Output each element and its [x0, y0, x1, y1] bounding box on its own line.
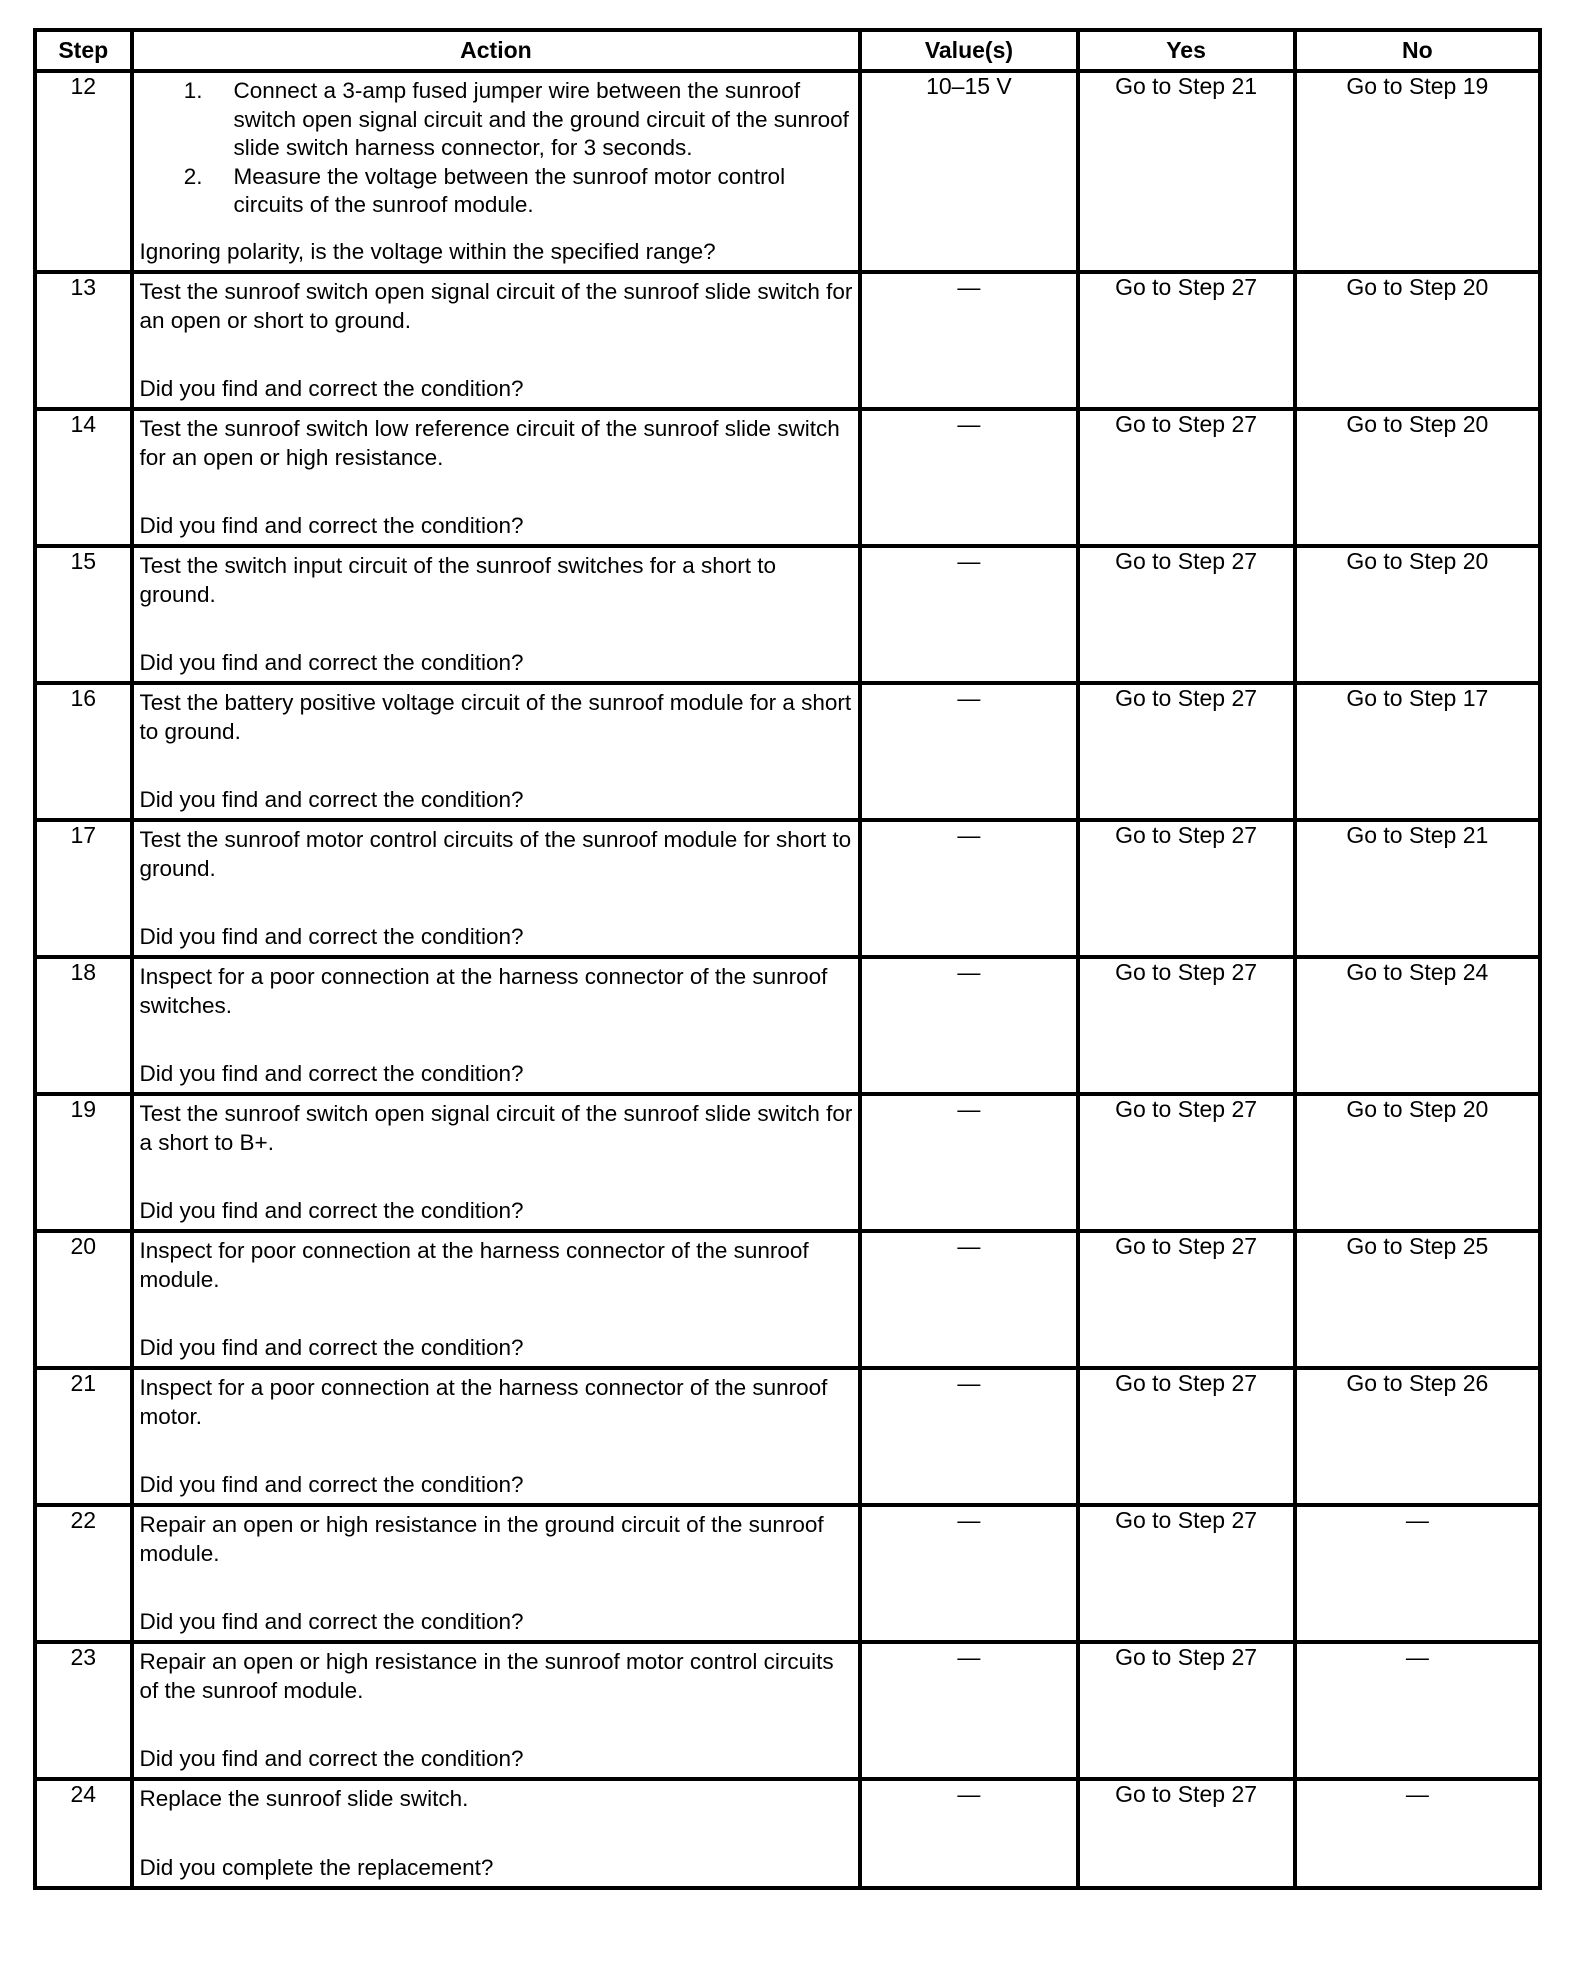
- no-result: Go to Step 25: [1346, 1233, 1489, 1259]
- no-cell: [1295, 1231, 1540, 1368]
- table-row: [35, 71, 1540, 272]
- table-row: [35, 1094, 1540, 1231]
- action-list: [134, 73, 859, 220]
- action-question: Did you find and correct the condition?: [139, 512, 524, 538]
- yes-result: Go to Step 27: [1115, 1644, 1258, 1670]
- yes-result: Go to Step 27: [1115, 1781, 1258, 1807]
- header-values: Value(s): [860, 30, 1077, 71]
- action-text: Replace the sunroof slide switch.: [139, 1786, 469, 1811]
- yes-result: Go to Step 27: [1115, 1096, 1258, 1122]
- header-yes: Yes: [1078, 30, 1295, 71]
- no-cell: [1295, 820, 1540, 957]
- yes-result: Go to Step 27: [1115, 411, 1258, 437]
- action-question: Did you find and correct the condition?: [139, 1745, 524, 1771]
- action-text: Test the sunroof motor control circuits of the sunroof module for short to ground.: [139, 827, 852, 881]
- yes-cell: [1078, 1505, 1295, 1642]
- value-cell: —: [860, 272, 1077, 409]
- step-number: 22: [35, 1505, 132, 1642]
- no-cell: [1295, 683, 1540, 820]
- value-cell: —: [860, 683, 1077, 820]
- yes-cell: [1078, 1231, 1295, 1368]
- action-cell: [132, 546, 861, 683]
- diagnostic-table: [33, 28, 1542, 1890]
- step-number: 23: [35, 1642, 132, 1779]
- action-text: Repair an open or high resistance in the ground circuit of the sunroof module.: [139, 1512, 824, 1566]
- action-cell: [132, 1368, 861, 1505]
- no-result: Go to Step 20: [1346, 274, 1489, 300]
- header-row: [35, 30, 1540, 71]
- action-list-item: [134, 163, 859, 220]
- yes-result: Go to Step 27: [1115, 1507, 1258, 1533]
- action-question: Did you find and correct the condition?: [139, 649, 524, 675]
- yes-result: Go to Step 27: [1115, 548, 1258, 574]
- no-cell: [1295, 272, 1540, 409]
- action-question: Did you find and correct the condition?: [139, 1471, 524, 1497]
- value-cell: —: [860, 546, 1077, 683]
- yes-result: Go to Step 27: [1115, 822, 1258, 848]
- action-question: Did you find and correct the condition?: [139, 1197, 524, 1223]
- step-number: 12: [35, 71, 132, 272]
- no-result: Go to Step 21: [1346, 822, 1489, 848]
- no-cell: [1295, 1779, 1540, 1888]
- value-cell: —: [860, 1642, 1077, 1779]
- step-number: 13: [35, 272, 132, 409]
- no-cell: [1295, 1094, 1540, 1231]
- action-text: Test the sunroof switch open signal circuit of the sunroof slide switch for a short to B+.: [139, 1101, 853, 1155]
- action-cell: [132, 272, 861, 409]
- value-cell: —: [860, 820, 1077, 957]
- yes-cell: [1078, 409, 1295, 546]
- table-row: [35, 820, 1540, 957]
- value-cell: —: [860, 1231, 1077, 1368]
- action-question: Did you find and correct the condition?: [139, 1334, 524, 1360]
- action-question: Did you find and correct the condition?: [139, 375, 524, 401]
- value-cell: —: [860, 1368, 1077, 1505]
- action-cell: [132, 683, 861, 820]
- action-question: Did you find and correct the condition?: [139, 786, 524, 812]
- action-cell: [132, 1642, 861, 1779]
- step-number: 18: [35, 957, 132, 1094]
- action-cell: [132, 957, 861, 1094]
- header-step: Step: [35, 30, 132, 71]
- value-cell: 10–15 V: [860, 71, 1077, 272]
- action-question: Did you find and correct the condition?: [139, 1060, 524, 1086]
- action-text: Test the sunroof switch low reference circuit of the sunroof slide switch for an open or high resistance.: [139, 416, 840, 470]
- header-no: No: [1295, 30, 1540, 71]
- list-number: 2.: [183, 163, 203, 189]
- table-row: [35, 1642, 1540, 1779]
- diagnostic-table-container: [33, 28, 1542, 1890]
- yes-cell: [1078, 272, 1295, 409]
- value-cell: —: [860, 957, 1077, 1094]
- action-text: Inspect for a poor connection at the harness connector of the sunroof switches.: [139, 964, 828, 1018]
- step-number: 14: [35, 409, 132, 546]
- no-cell: [1295, 71, 1540, 272]
- yes-cell: [1078, 546, 1295, 683]
- action-text: Inspect for poor connection at the harness connector of the sunroof module.: [139, 1238, 809, 1292]
- action-text: Test the sunroof switch open signal circuit of the sunroof slide switch for an open or short to ground.: [139, 279, 853, 333]
- action-text: Test the battery positive voltage circuit of the sunroof module for a short to ground.: [139, 690, 852, 744]
- yes-cell: [1078, 1642, 1295, 1779]
- no-result: Go to Step 24: [1346, 959, 1489, 985]
- yes-result: Go to Step 21: [1115, 73, 1258, 99]
- step-number: 20: [35, 1231, 132, 1368]
- value-cell: —: [860, 1094, 1077, 1231]
- table-row: [35, 1231, 1540, 1368]
- list-number: 1.: [183, 78, 203, 103]
- action-cell: [132, 820, 861, 957]
- table-row: [35, 957, 1540, 1094]
- table-row: [35, 1505, 1540, 1642]
- action-text: Repair an open or high resistance in the sunroof motor control circuits of the sunroof module.: [139, 1649, 834, 1703]
- step-number: 17: [35, 820, 132, 957]
- table-row: [35, 1368, 1540, 1505]
- action-text: Test the switch input circuit of the sunroof switches for a short to ground.: [139, 553, 777, 607]
- value-cell: —: [860, 409, 1077, 546]
- action-cell: [132, 1505, 861, 1642]
- step-number: 16: [35, 683, 132, 820]
- action-question: Ignoring polarity, is the voltage within the specified range?: [139, 238, 716, 264]
- step-number: 15: [35, 546, 132, 683]
- yes-cell: [1078, 957, 1295, 1094]
- no-result: Go to Step 20: [1346, 411, 1489, 437]
- yes-cell: [1078, 1094, 1295, 1231]
- no-cell: [1295, 1505, 1540, 1642]
- no-cell: [1295, 546, 1540, 683]
- action-text: Inspect for a poor connection at the harness connector of the sunroof motor.: [139, 1375, 828, 1429]
- no-cell: [1295, 1368, 1540, 1505]
- action-cell: [132, 1231, 861, 1368]
- action-text: Measure the voltage between the sunroof motor control circuits of the sunroof module.: [233, 163, 786, 217]
- no-result: Go to Step 20: [1346, 1096, 1489, 1122]
- step-number: 19: [35, 1094, 132, 1231]
- no-result: Go to Step 19: [1346, 73, 1489, 99]
- no-result: —: [1405, 1644, 1429, 1670]
- action-list-item: [134, 77, 859, 163]
- yes-result: Go to Step 27: [1115, 1233, 1258, 1259]
- no-result: —: [1405, 1781, 1429, 1807]
- table-row: [35, 1779, 1540, 1888]
- yes-result: Go to Step 27: [1115, 1370, 1258, 1396]
- step-number: 21: [35, 1368, 132, 1505]
- yes-result: Go to Step 27: [1115, 959, 1258, 985]
- no-cell: [1295, 409, 1540, 546]
- header-action: Action: [132, 30, 861, 71]
- step-number: 24: [35, 1779, 132, 1888]
- action-text: Connect a 3-amp fused jumper wire between the sunroof switch open signal circuit and the ground circuit of the sunroof slide switch harness connector, for 3 seconds.: [233, 78, 849, 160]
- no-result: —: [1405, 1507, 1429, 1533]
- yes-cell: [1078, 71, 1295, 272]
- table-row: [35, 546, 1540, 683]
- yes-result: Go to Step 27: [1115, 685, 1258, 711]
- no-cell: [1295, 957, 1540, 1094]
- action-question: Did you find and correct the condition?: [139, 923, 524, 949]
- value-cell: —: [860, 1779, 1077, 1888]
- table-row: [35, 272, 1540, 409]
- action-question: Did you find and correct the condition?: [139, 1608, 524, 1634]
- yes-cell: [1078, 1779, 1295, 1888]
- value-cell: —: [860, 1505, 1077, 1642]
- table-row: [35, 683, 1540, 820]
- action-cell: [132, 71, 861, 272]
- yes-cell: [1078, 683, 1295, 820]
- yes-result: Go to Step 27: [1115, 274, 1258, 300]
- action-cell: [132, 409, 861, 546]
- action-cell: [132, 1094, 861, 1231]
- action-cell: [132, 1779, 861, 1888]
- no-result: Go to Step 20: [1346, 548, 1489, 574]
- yes-cell: [1078, 820, 1295, 957]
- action-question: Did you complete the replacement?: [139, 1854, 494, 1880]
- no-cell: [1295, 1642, 1540, 1779]
- no-result: Go to Step 26: [1346, 1370, 1489, 1396]
- table-row: [35, 409, 1540, 546]
- no-result: Go to Step 17: [1346, 685, 1489, 711]
- yes-cell: [1078, 1368, 1295, 1505]
